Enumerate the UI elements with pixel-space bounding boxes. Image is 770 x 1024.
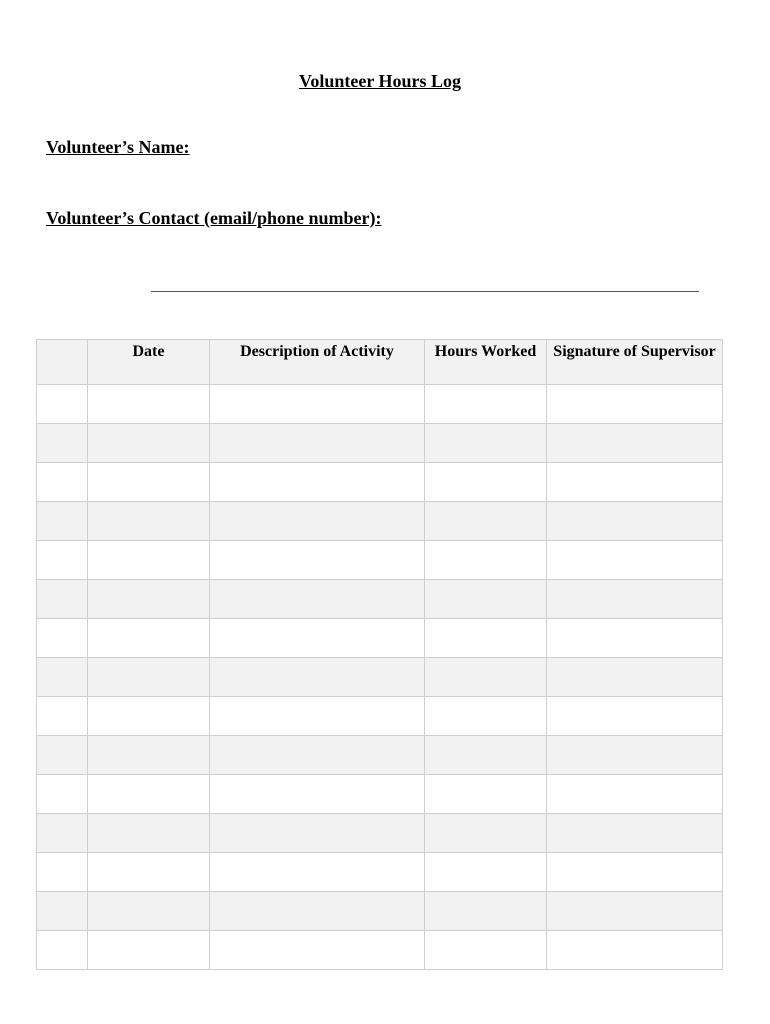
table-row — [37, 658, 723, 697]
table-row — [37, 541, 723, 580]
hours-cell[interactable] — [425, 580, 547, 619]
date-cell[interactable] — [88, 424, 210, 463]
row-number-cell — [37, 385, 88, 424]
table-row — [37, 931, 723, 970]
hours-cell[interactable] — [425, 853, 547, 892]
signature-cell[interactable] — [547, 502, 723, 541]
date-cell[interactable] — [88, 736, 210, 775]
description-cell[interactable] — [210, 619, 425, 658]
table-row — [37, 463, 723, 502]
description-cell[interactable] — [210, 502, 425, 541]
row-number-cell — [37, 697, 88, 736]
header-row — [37, 340, 723, 385]
table-row — [37, 424, 723, 463]
description-cell[interactable] — [210, 580, 425, 619]
header-signature: Signature of Supervisor — [547, 340, 723, 385]
signature-cell[interactable] — [547, 853, 723, 892]
row-number-cell — [37, 619, 88, 658]
date-cell[interactable] — [88, 658, 210, 697]
volunteer-name-label: Volunteer’s Name: — [46, 137, 190, 157]
header-description: Description of Activity — [210, 340, 425, 385]
date-cell[interactable] — [88, 853, 210, 892]
row-number-cell — [37, 424, 88, 463]
date-cell[interactable] — [88, 385, 210, 424]
description-cell[interactable] — [210, 931, 425, 970]
signature-cell[interactable] — [547, 697, 723, 736]
hours-cell[interactable] — [425, 814, 547, 853]
hours-cell[interactable] — [425, 424, 547, 463]
signature-cell[interactable] — [547, 814, 723, 853]
description-cell[interactable] — [210, 853, 425, 892]
signature-cell[interactable] — [547, 385, 723, 424]
header-hours-worked: Hours Worked — [425, 340, 547, 385]
table-row — [37, 502, 723, 541]
signature-cell[interactable] — [547, 775, 723, 814]
signature-cell[interactable] — [547, 931, 723, 970]
hours-cell[interactable] — [425, 541, 547, 580]
header-row-number — [37, 340, 88, 385]
hours-cell[interactable] — [425, 619, 547, 658]
row-number-cell — [37, 736, 88, 775]
description-cell[interactable] — [210, 697, 425, 736]
hours-cell[interactable] — [425, 697, 547, 736]
row-number-cell — [37, 814, 88, 853]
signature-cell[interactable] — [547, 424, 723, 463]
hours-cell[interactable] — [425, 931, 547, 970]
hours-cell[interactable] — [425, 385, 547, 424]
signature-cell[interactable] — [547, 541, 723, 580]
description-cell[interactable] — [210, 775, 425, 814]
table-row — [37, 814, 723, 853]
table-row — [37, 853, 723, 892]
table-row — [37, 697, 723, 736]
row-number-cell — [37, 580, 88, 619]
signature-cell[interactable] — [547, 892, 723, 931]
hours-log-table — [36, 339, 723, 970]
volunteer-contact-label: Volunteer’s Contact (email/phone number): — [46, 208, 382, 228]
hours-cell[interactable] — [425, 775, 547, 814]
date-cell[interactable] — [88, 541, 210, 580]
date-cell[interactable] — [88, 463, 210, 502]
row-number-cell — [37, 931, 88, 970]
row-number-cell — [37, 502, 88, 541]
signature-cell[interactable] — [547, 736, 723, 775]
hours-cell[interactable] — [425, 463, 547, 502]
hours-cell[interactable] — [425, 502, 547, 541]
signature-cell[interactable] — [547, 658, 723, 697]
header-date: Date — [88, 340, 210, 385]
row-number-cell — [37, 463, 88, 502]
row-number-cell — [37, 892, 88, 931]
hours-cell[interactable] — [425, 658, 547, 697]
signature-cell[interactable] — [547, 463, 723, 502]
row-number-cell — [37, 541, 88, 580]
description-cell[interactable] — [210, 541, 425, 580]
row-number-cell — [37, 853, 88, 892]
table-row — [37, 736, 723, 775]
table-row — [37, 580, 723, 619]
log-body — [37, 385, 723, 970]
date-cell[interactable] — [88, 619, 210, 658]
date-cell[interactable] — [88, 814, 210, 853]
description-cell[interactable] — [210, 385, 425, 424]
table-row — [37, 775, 723, 814]
date-cell[interactable] — [88, 580, 210, 619]
date-cell[interactable] — [88, 892, 210, 931]
table-row — [37, 385, 723, 424]
signature-cell[interactable] — [547, 619, 723, 658]
hours-cell[interactable] — [425, 736, 547, 775]
document-title: Volunteer Hours Log — [298, 71, 462, 91]
description-cell[interactable] — [210, 463, 425, 502]
hours-cell[interactable] — [425, 892, 547, 931]
date-cell[interactable] — [88, 931, 210, 970]
description-cell[interactable] — [210, 424, 425, 463]
description-cell[interactable] — [210, 892, 425, 931]
date-cell[interactable] — [88, 697, 210, 736]
date-cell[interactable] — [88, 502, 210, 541]
description-cell[interactable] — [210, 814, 425, 853]
row-number-cell — [37, 775, 88, 814]
signature-cell[interactable] — [547, 580, 723, 619]
description-cell[interactable] — [210, 736, 425, 775]
contact-entry-line[interactable] — [151, 291, 699, 292]
table-row — [37, 892, 723, 931]
date-cell[interactable] — [88, 775, 210, 814]
row-number-cell — [37, 658, 88, 697]
description-cell[interactable] — [210, 658, 425, 697]
table-row — [37, 619, 723, 658]
